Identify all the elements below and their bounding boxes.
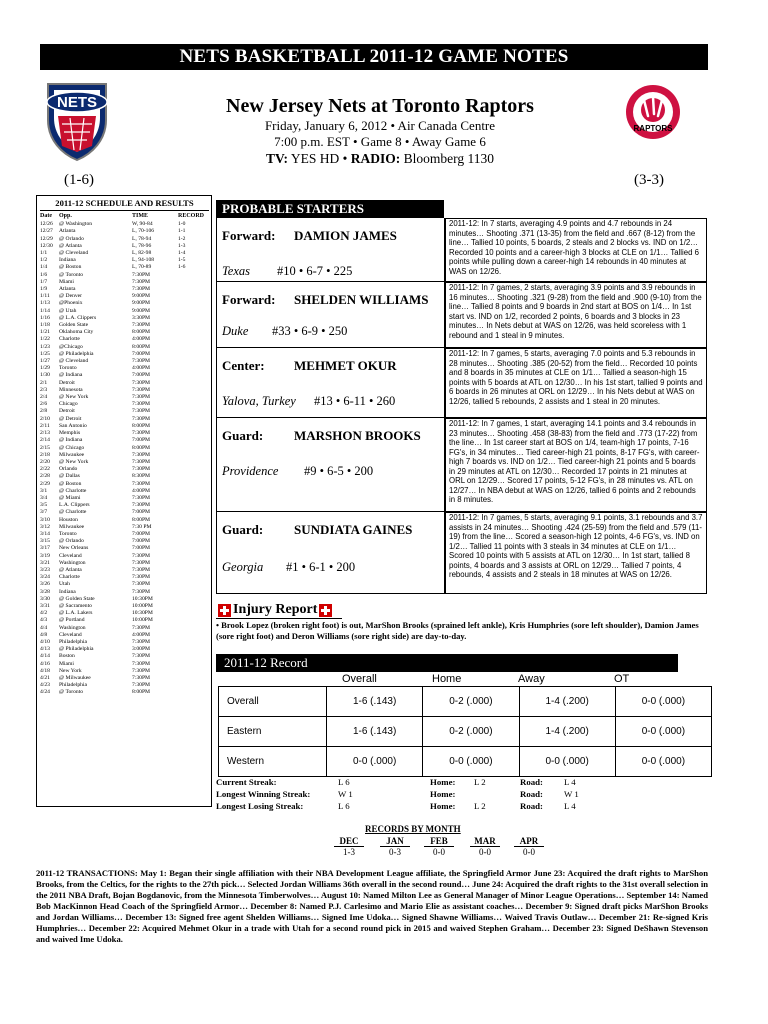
streak-home-labels: Home: Home: Home:	[430, 777, 456, 811]
schedule-row: 1/7 Miami 7:30PM	[40, 278, 151, 285]
record-col-home: Home	[432, 673, 462, 685]
nets-logo	[44, 80, 110, 160]
schedule-row: 2/14 @ Indiana 7:00PM	[40, 437, 151, 444]
month-mar: MAR 0-0	[470, 836, 500, 857]
schedule-row: 2/28 @ Dallas 8:30PM	[40, 473, 151, 480]
schedule-row: 3/1 @ Charlotte 4:00PM	[40, 487, 151, 494]
schedule-row: 12/27 Atlanta L, 70-106 1-1	[40, 228, 186, 235]
schedule-row: 1/1 @ Cleveland L, 82-98 1-4	[40, 250, 186, 257]
starter-2: Forward: SHELDEN WILLIAMS Duke #33 • 6-9 • 250	[216, 282, 445, 348]
schedule-row: 1/6 @ Toronto 7:30PM	[40, 271, 151, 278]
schedule-row: 3/19 Cleveland 7:30PM	[40, 552, 151, 559]
schedule-row: 3/23 @ Atlanta 7:30PM	[40, 566, 151, 573]
probable-starters-title: PROBABLE STARTERS	[216, 200, 444, 218]
schedule-row: 1/4 @ Boston L, 70-89 1-6	[40, 264, 186, 271]
table-row: Overall 1-6 (.143) 0-2 (.000) 1-4 (.200) 0-0 (.000)	[219, 687, 712, 717]
raptors-record: (3-3)	[634, 172, 664, 188]
starter-3: Center: MEHMET OKUR Yalova, Turkey #13 • 6-11 • 260	[216, 348, 445, 418]
schedule-rows	[40, 221, 209, 696]
schedule-row: 4/2 @ L.A. Lakers 10:30PM	[40, 610, 153, 617]
schedule-row: 3/28 Indiana 7:30PM	[40, 588, 151, 595]
injury-report-title: Injury Report	[216, 602, 334, 618]
schedule-row: 1/25 @ Philadelphia 7:00PM	[40, 350, 151, 357]
schedule-row: 2/8 Detroit 7:30PM	[40, 408, 151, 415]
streak-values: L 6 W 1 L 6	[338, 777, 353, 811]
raptors-logo	[622, 82, 684, 156]
schedule-row: 1/11 @ Denver 9:00PM	[40, 293, 151, 300]
schedule-row: 4/14 Boston 7:30PM	[40, 653, 151, 660]
schedule-row: 4/23 Philadelphia 7:30PM	[40, 682, 151, 689]
nets-record: (1-6)	[64, 172, 94, 188]
record-table	[218, 686, 712, 777]
streak-road-labels: Road: Road: Road:	[520, 777, 543, 811]
schedule-row: 1/18 Golden State 7:30PM	[40, 322, 151, 329]
page-banner: NETS BASKETBALL 2011-12 GAME NOTES	[40, 44, 708, 70]
schedule-row: 12/30 @ Atlanta L, 78-96 1-3	[40, 242, 186, 249]
schedule-row: 4/18 New York 7:30PM	[40, 667, 151, 674]
schedule-row: 2/1 Detroit 7:30PM	[40, 379, 151, 386]
starter-4: Guard: MARSHON BROOKS Providence #9 • 6-5 • 200	[216, 418, 445, 512]
game-date-venue: Friday, January 6, 2012 • Air Canada Centre	[264, 118, 496, 133]
schedule-row: 4/24 @ Toronto 8:00PM	[40, 689, 151, 696]
schedule-row: 2/13 Memphis 7:30PM	[40, 430, 151, 437]
game-time-number: 7:00 p.m. EST • Game 8 • Away Game 6	[274, 134, 486, 149]
schedule-row: 1/16 @ L.A. Clippers 3:30PM	[40, 314, 151, 321]
medical-cross-icon	[319, 604, 332, 617]
table-row: Western 0-0 (.000) 0-0 (.000) 0-0 (.000) 0-0 (.000)	[219, 747, 712, 777]
starter-1: Forward: DAMION JAMES Texas #10 • 6-7 • 225	[216, 218, 445, 282]
schedule-row: 3/30 @ Golden State 10:30PM	[40, 595, 153, 602]
schedule-row: 3/31 @ Sacramento 10:00PM	[40, 602, 153, 609]
table-row: Eastern 1-6 (.143) 0-2 (.000) 1-4 (.200) 0-0 (.000)	[219, 717, 712, 747]
schedule-row: 3/4 @ Miami 7:30PM	[40, 494, 151, 501]
schedule-row: 4/8 Cleveland 4:00PM	[40, 631, 151, 638]
schedule-row: 2/11 San Antonio 8:00PM	[40, 422, 151, 429]
schedule-row: 1/22 Charlotte 4:00PM	[40, 336, 151, 343]
streak-home-values: L 2 L 2	[474, 777, 486, 811]
schedule-row: 2/10 @ Detroit 7:30PM	[40, 415, 151, 422]
streak-road-values: L 4 W 1 L 4	[564, 777, 579, 811]
schedule-row: 2/15 @ Chicago 8:00PM	[40, 444, 151, 451]
starter-4-notes: 2011-12: In 7 games, 1 start, averaging 14.1 points and 3.4 rebounds in 23 minutes… Shooting .458 (38-83) from the field and .773 (17-22) from the line… In 1st career start at BOS on 1/4, team-high 17 points, 7-16 FG's, in 34 minutes… Tied career-high 21 points, 8-17 FG's, with career-high 7 boards vs. IND on 1/2… Tied career-high 21 points and 5 boards in 29 minutes at ATL on 12/30… Recorded 17 points in 21 minutes at ORL on 12/29… Scored 17 points, 5-12 FG's, in 28 minutes vs. ATL on 12/27… In NBA debut at WAS on 12/26, tallied 6 points and 2 rebounds in 8 minutes.	[445, 418, 707, 512]
schedule-row: 4/13 @ Philadelphia 3:00PM	[40, 646, 151, 653]
schedule-row: 3/15 @ Orlando 7:00PM	[40, 538, 151, 545]
starter-5-notes: 2011-12: In 7 games, 5 starts, averaging 9.1 points, 3.1 rebounds and 3.7 assists in 24 minutes… Shooting .424 (25-59) from the field and .579 (11-19) from the line… Scored a season-high 12 points, 4-6 FG's, vs. IND on 1/2… Tallied 11 points with 3 steals in 34 minutes at CLE on 1/1… Scored 10 points with 5 assists at ATL on 12/30… In 1st start, tallied 8 points, 4 boards and 3 assists at ORL on 12/29… Tallied 7 points, 4 rebounds, 4 assists and 2 steals in 18 minutes at WAS on 12/26.	[445, 512, 707, 594]
schedule-row: 2/3 Minnesota 7:30PM	[40, 386, 151, 393]
month-dec: DEC 1-3	[334, 836, 364, 857]
schedule-row: 12/29 @ Orlando L, 78-94 1-2	[40, 235, 186, 242]
schedule-row: 1/29 Toronto 4:00PM	[40, 365, 151, 372]
schedule-row: 3/24 Charlotte 7:30PM	[40, 574, 151, 581]
schedule-row: 2/6 Chicago 7:30PM	[40, 401, 151, 408]
schedule-row: 4/21 @ Milwaukee 7:30PM	[40, 675, 151, 681]
schedule-row: 3/26 Utah 7:30PM	[40, 581, 151, 588]
schedule-row: 1/23 @Chicago 8:00PM	[40, 343, 151, 350]
month-apr: APR 0-0	[514, 836, 544, 857]
schedule-row: 2/20 @ New York 7:30PM	[40, 458, 151, 465]
schedule-row: 1/9 Atlanta 7:30PM	[40, 286, 151, 293]
schedule-box	[36, 195, 212, 807]
schedule-row: 1/14 @ Utah 9:00PM	[40, 307, 151, 314]
schedule-row: 1/21 Oklahoma City 8:00PM	[40, 329, 151, 336]
nets-logo-text: NETS	[56, 94, 98, 111]
transactions-text: 2011-12 TRANSACTIONS: May 1: Began their single affiliation with their NBA Development League affiliate, the Springfield Armor June 23: Acquired the draft rights to MarShon Brooks, from the Celtics, for the rights to the 27th pick… Selected Jordan Williams 36th overall in the second round… June 24: Acquired the draft rights to the 31st overall selection in the 2011 NBA Draft, Bojan Bogdanovic, from the Minnesota Timberwolves… August 10: Named Milton Lee as General Manager of Minor League Operations… September 14: Named Bob MacKinnon Head Coach of the Springfield Armor… December 8: Named P.J. Carlesimo and Mario Elie as assistant coaches… December 9: Signed draft picks MarShon Brooks and Jordan Williams… December 13: Signed free agent Shelden Williams… Signed Ime Udoka… Signed Shawne Williams… Waived Travis Outlaw… December 21: Re-signed Kris Humphries… December 22: Acquired Mehmet Okur in a trade with Utah for a second round pick in 2015 and waived Stephen Graham… December 23: Signed DeShawn Stevenson and waived Ime Udoka.	[36, 868, 708, 944]
month-jan: JAN 0-3	[380, 836, 410, 857]
schedule-row: 4/4 Washington 7:30PM	[40, 624, 151, 631]
medical-cross-icon	[218, 604, 231, 617]
record-col-overall: Overall	[342, 673, 377, 685]
schedule-row: 4/16 Miami 7:30PM	[40, 660, 151, 667]
player-name: SHELDEN WILLIAMS	[294, 292, 429, 307]
record-col-ot: OT	[614, 673, 630, 685]
injury-divider	[216, 618, 342, 619]
schedule-row: 4/3 @ Portland 10:00PM	[40, 617, 153, 624]
schedule-row: 2/22 Orlando 7:30PM	[40, 466, 151, 473]
schedule-row: 1/27 @ Cleveland 7:30PM	[40, 358, 151, 365]
player-name: MEHMET OKUR	[294, 358, 397, 373]
schedule-row: 2/29 @ Boston 7:30PM	[40, 480, 151, 487]
schedule-header: Date Opp. TIME RECORD	[40, 213, 205, 219]
schedule-row: 3/14 Toronto 7:00PM	[40, 530, 151, 537]
schedule-row: 1/13 @Phoenix 9:00PM	[40, 300, 151, 307]
broadcast-info: TV: YES HD • RADIO: Bloomberg 1130	[266, 151, 494, 166]
injury-report-text: • Brook Lopez (broken right foot) is out, MarShon Brooks (sprained left ankle), Kris Humphries (sore left shoulder), Damion James (sore right foot) and Deron Williams (sore right side) are day-to-day.	[216, 620, 699, 641]
records-by-month-title: RECORDS BY MONTH	[365, 824, 461, 834]
record-title: 2011-12 Record	[216, 654, 678, 672]
player-name: DAMION JAMES	[294, 228, 397, 243]
player-name: MARSHON BROOKS	[294, 428, 421, 443]
streak-labels: Current Streak: Longest Winning Streak: Longest Losing Streak:	[216, 777, 311, 811]
starter-3-notes: 2011-12: In 7 games, 5 starts, averaging 7.0 points and 5.3 rebounds in 28 minutes… Shooting .385 (20-52) from the field… Recorded 10 points and 8 boards in 35 minutes at CLE on 1/1… Tallied a season-high 15 points with 5 boards at ATL on 12/30… In his 1st start, tallied 9 points and 6 boards in 26 minutes at ORL on 12/29… In his Nets debut at WAS on 12/26, tallied 5 rebounds, 2 assists and 1 steal in 20 minutes.	[445, 348, 707, 418]
schedule-row: 3/10 Houston 8:00PM	[40, 516, 151, 523]
matchup-title: New Jersey Nets at Toronto Raptors	[226, 95, 534, 117]
schedule-row: 3/17 New Orleans 7:00PM	[40, 545, 151, 552]
schedule-row: 2/18 Milwaukee 7:30PM	[40, 451, 151, 458]
schedule-row: 1/2 Indiana L, 94-108 1-5	[40, 257, 186, 264]
record-col-away: Away	[518, 673, 545, 685]
schedule-row: 3/5 L.A. Clippers 7:30PM	[40, 502, 151, 509]
matchup-info	[150, 94, 610, 167]
schedule-row: 3/12 Milwaukee 7:30 PM	[40, 523, 152, 530]
schedule-row: 1/30 @ Indiana 7:00PM	[40, 372, 151, 379]
schedule-row: 4/10 Philadelphia 7:30PM	[40, 638, 151, 645]
schedule-row: 12/26 @ Washington W, 90-84 1-0	[40, 221, 186, 228]
schedule-title: 2011-12 SCHEDULE AND RESULTS	[40, 198, 209, 211]
month-feb: FEB 0-0	[424, 836, 454, 857]
starter-2-notes: 2011-12: In 7 games, 2 starts, averaging 3.9 points and 3.9 rebounds in 16 minutes… Shooting .321 (9-28) from the field and .900 (9-10) from the line… Tallied 8 points and 9 boards in 2nd start at BOS on 1/4… In 1st start vs. IND on 1/2, recorded 2 points, 6 boards and 3 blocks in 23 minutes… In Nets debut at WAS on 12/26, was held scoreless with 1 rebound and 1 steal in 9 minutes.	[445, 282, 707, 348]
player-name: SUNDIATA GAINES	[294, 522, 413, 537]
schedule-row: 3/21 Washington 7:30PM	[40, 559, 151, 566]
raptors-logo-text: RAPTORS	[633, 124, 673, 133]
starter-1-notes: 2011-12: In 7 starts, averaging 4.9 points and 4.7 rebounds in 24 minutes… Shooting .371 (13-35) from the field and .667 (8-12) from the line… Tallied 10 points, 5 boards, 2 steals and 2 blocks vs. IND on 1/2… Recorded 10 points and a career-high 3 blocks at CLE on 1/1… Tallied 6 points while pulling down a career-high 14 rebounds in 40 minutes at WAS on 12/26.	[445, 218, 707, 282]
schedule-row: 3/7 @ Charlotte 7:00PM	[40, 509, 151, 516]
schedule-row: 2/4 @ New York 7:30PM	[40, 394, 151, 401]
starter-5: Guard: SUNDIATA GAINES Georgia #1 • 6-1 • 200	[216, 512, 445, 594]
